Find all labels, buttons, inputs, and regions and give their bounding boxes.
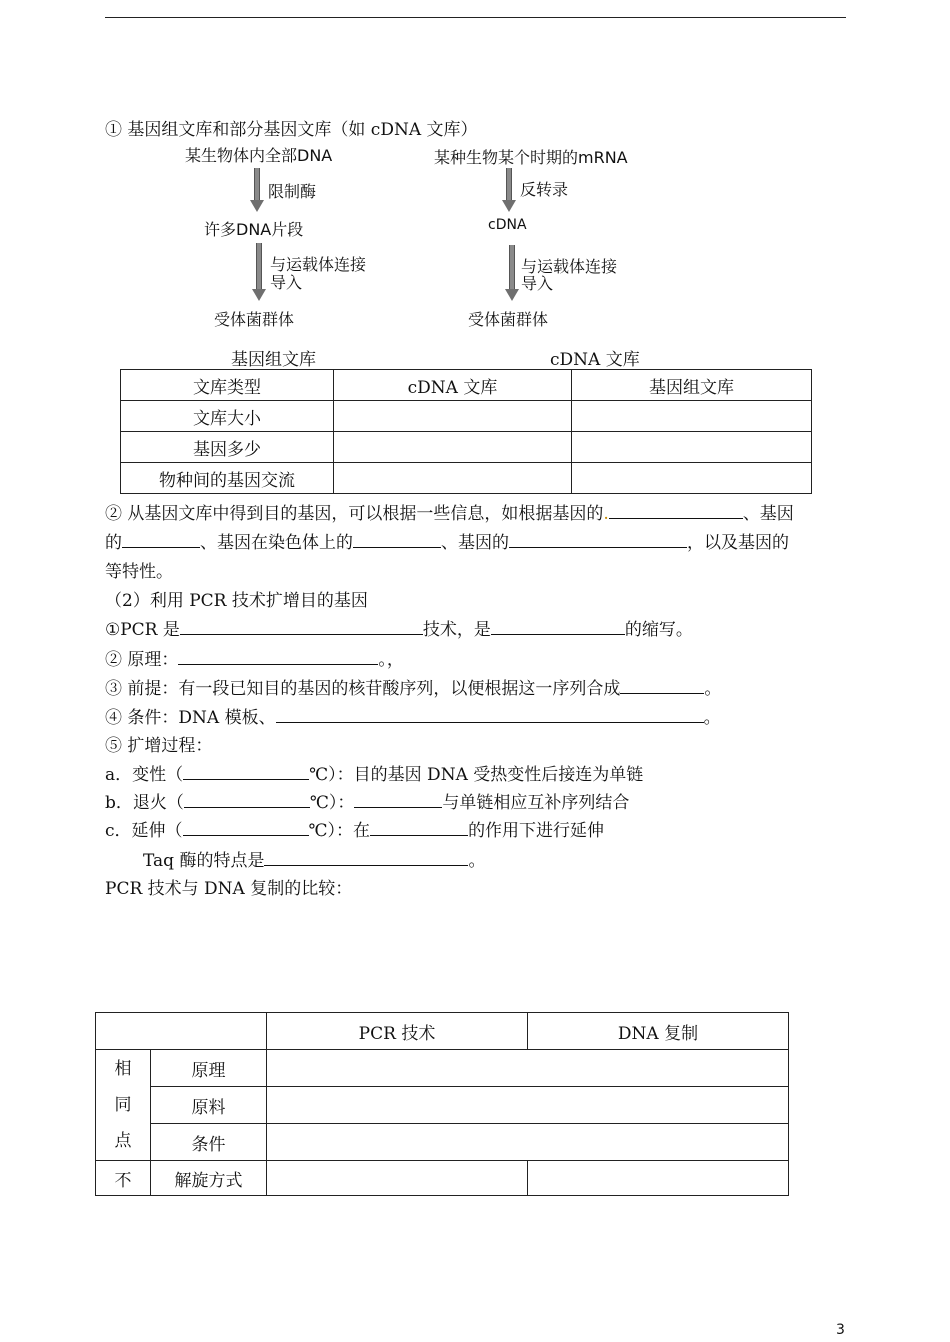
left-flow-bottom: 受体菌群体 <box>214 310 295 329</box>
blank-field[interactable] <box>491 618 625 635</box>
left-caption: 基因组文库 <box>231 350 316 370</box>
pcr-step-c: c．延伸（ ℃）：在 的作用下进行延伸 <box>105 821 605 841</box>
answer-cell[interactable] <box>572 432 812 463</box>
taq-line: Taq 酶的特点是 。 <box>143 851 486 871</box>
left-arrow-1 <box>250 168 264 212</box>
right-step1-label: 反转录 <box>520 180 569 199</box>
right-step2-line1: 与运载体连接 <box>521 257 618 276</box>
blank-field[interactable] <box>122 531 200 548</box>
row-label-size: 文库大小 <box>121 401 334 432</box>
right-arrow-2 <box>505 245 519 301</box>
pcr-q5: ⑤ 扩增过程： <box>105 736 213 756</box>
left-arrow-2 <box>252 243 266 301</box>
header-dna-replication: DNA 复制 <box>528 1013 789 1050</box>
blank-field[interactable] <box>264 849 468 866</box>
same-points-group: 相 同 点 <box>96 1050 151 1161</box>
table-row <box>96 1087 789 1124</box>
blank-field[interactable] <box>609 502 743 519</box>
answer-cell[interactable] <box>572 463 812 494</box>
blank-field[interactable] <box>620 677 704 694</box>
blank-field[interactable] <box>184 791 310 808</box>
table-row <box>96 1050 789 1087</box>
pcr-heading: （2）利用 PCR 技术扩增目的基因 <box>105 591 368 611</box>
blank-field[interactable] <box>509 531 687 548</box>
answer-cell[interactable] <box>334 401 572 432</box>
right-flow-middle: cDNA <box>488 217 527 233</box>
para2-line1: ② 从基因文库中得到目的基因，可以根据一些信息，如根据基因的. 、基因 <box>105 504 794 524</box>
row-label-unwinding: 解旋方式 <box>151 1161 267 1196</box>
table-row <box>96 1161 789 1196</box>
table-header-row <box>121 370 812 401</box>
page-number: 3 <box>836 1322 845 1338</box>
blank-field[interactable] <box>178 648 378 665</box>
left-step2-line2: 导入 <box>270 273 303 292</box>
answer-cell[interactable] <box>267 1124 789 1161</box>
library-comparison-table <box>120 369 812 494</box>
left-flow-middle: 许多DNA片段 <box>204 220 304 239</box>
header-rule <box>105 17 846 18</box>
library-heading: ① 基因组文库和部分基因文库（如 cDNA 文库） <box>105 120 478 140</box>
table-row <box>96 1124 789 1161</box>
empty-corner-cell <box>96 1013 267 1050</box>
row-label-materials: 原料 <box>151 1087 267 1124</box>
left-step1-label: 限制酶 <box>268 182 317 201</box>
blank-field[interactable] <box>276 706 704 723</box>
right-arrow-1 <box>502 168 516 212</box>
compare-heading: PCR 技术与 DNA 复制的比较： <box>105 879 353 899</box>
answer-cell[interactable] <box>267 1087 789 1124</box>
row-label-gene-count: 基因多少 <box>121 432 334 463</box>
row-label-principle: 原理 <box>151 1050 267 1087</box>
left-step2-line1: 与运载体连接 <box>270 255 367 274</box>
header-library-type: 文库类型 <box>121 370 334 401</box>
pcr-q4: ④ 条件：DNA 模板、 。 <box>105 708 721 728</box>
pcr-step-b: b．退火（ ℃）： 与单链相应互补序列结合 <box>105 793 630 813</box>
pcr-q2: ② 原理： 。， <box>105 650 404 670</box>
row-label-gene-exchange: 物种间的基因交流 <box>121 463 334 494</box>
header-pcr: PCR 技术 <box>267 1013 528 1050</box>
answer-cell[interactable] <box>267 1161 528 1196</box>
pcr-q3: ③ 前提：有一段已知目的基因的核苷酸序列，以便根据这一序列合成 。 <box>105 679 722 699</box>
right-step2-line2: 导入 <box>521 274 554 293</box>
blank-field[interactable] <box>183 819 309 836</box>
blank-field[interactable] <box>180 618 423 635</box>
diff-points-group: 不 <box>96 1161 151 1196</box>
pcr-q1: ①PCR 是 技术，是 的缩写。 <box>105 620 693 640</box>
table-row <box>121 401 812 432</box>
right-caption: cDNA 文库 <box>550 350 640 370</box>
table-header-row <box>96 1013 789 1050</box>
right-flow-bottom: 受体菌群体 <box>468 310 549 329</box>
pcr-step-a: a．变性（ ℃）：目的基因 DNA 受热变性后接连为单链 <box>105 765 644 785</box>
para2-line2: 的 、基因在染色体上的 、基因的 ，以及基因的 <box>105 533 789 553</box>
table-row <box>121 463 812 494</box>
right-flow-top: 某种生物某个时期的mRNA <box>434 148 628 167</box>
blank-field[interactable] <box>353 531 441 548</box>
row-label-conditions: 条件 <box>151 1124 267 1161</box>
answer-cell[interactable] <box>572 401 812 432</box>
answer-cell[interactable] <box>334 463 572 494</box>
para2-line3: 等特性。 <box>105 562 173 582</box>
answer-cell[interactable] <box>334 432 572 463</box>
header-genomic-library: 基因组文库 <box>572 370 812 401</box>
pcr-dna-comparison-table <box>95 1012 789 1196</box>
blank-field[interactable] <box>183 763 309 780</box>
blank-field[interactable] <box>370 819 468 836</box>
answer-cell[interactable] <box>528 1161 789 1196</box>
header-cdna-library: cDNA 文库 <box>334 370 572 401</box>
blank-field[interactable] <box>354 791 442 808</box>
left-flow-top: 某生物体内全部DNA <box>185 146 333 165</box>
answer-cell[interactable] <box>267 1050 789 1087</box>
table-row <box>121 432 812 463</box>
